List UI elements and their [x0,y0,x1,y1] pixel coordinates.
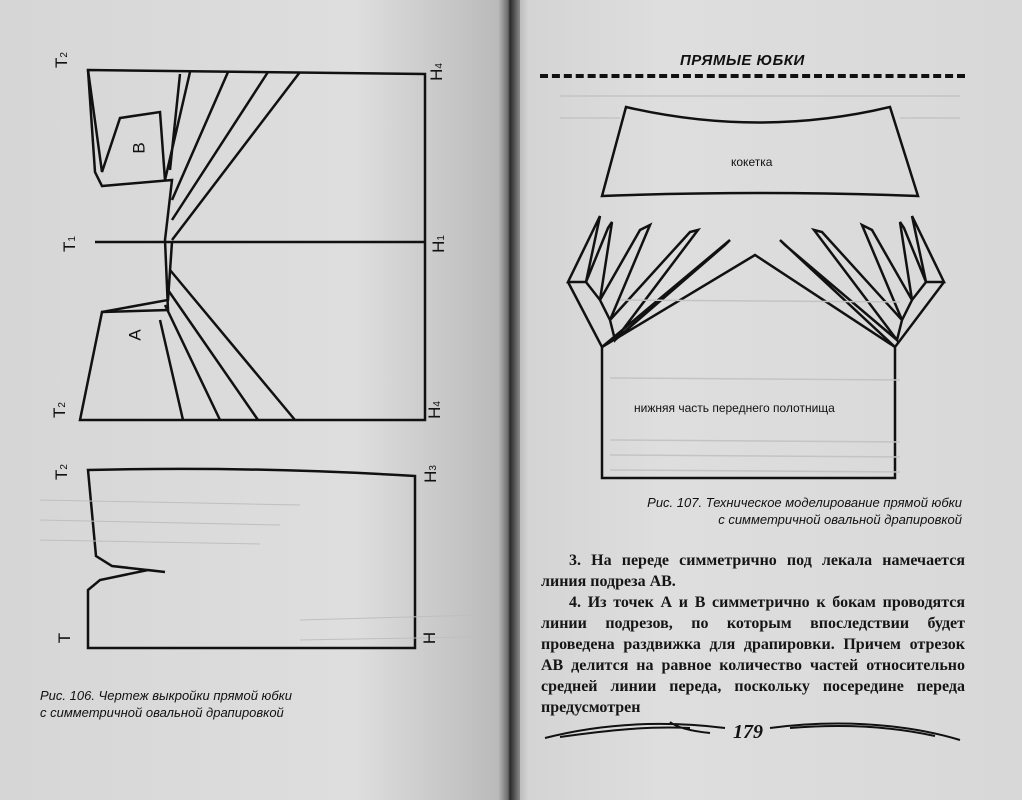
label-h4-top: H4 [426,63,446,81]
drape-lines-lower [160,270,295,420]
label-t2-bottom: T2 [49,402,69,418]
dart-a [102,242,172,312]
caption-107-line1: Рис. 107. Техническое моделирование прямой юбки [647,495,962,510]
label-point-a: A [125,329,145,341]
label-point-b: B [129,142,149,154]
paragraph-4: 4. Из точек А и В симметрично к бокам проводятся линии подрезов, по которым впоследствии будет проведена раздвижка для драпировки. Причем отрезок АВ делится на равное количество частей относительно средней линии переда, поскольку посередине переда предусмотрен [541,594,965,716]
header-dashed-rule [540,74,965,78]
label-t2-top: T2 [51,52,71,68]
label-h3: H3 [420,465,440,483]
caption-106-line2: с симметричной овальной драпировкой [40,705,284,720]
figure-107-caption [616,494,962,528]
label-t1: T1 [59,236,79,252]
lower-panel-label: нижняя часть переднего полотнища [634,401,835,415]
yoke-label: кокетка [731,155,773,169]
caption-107-line2: с симметричной овальной драпировкой [718,512,962,527]
caption-106-line1: Рис. 106. Чертеж выкройки прямой юбки [40,688,293,703]
yoke-piece-b [88,70,165,180]
paragraph-3: 3. На переде симметрично под лекала намечается линия подреза АВ. [541,552,965,590]
label-h: H [420,631,440,645]
label-h4-bottom: H4 [424,401,444,419]
back-panel-outline [88,469,415,648]
running-head: ПРЯМЫЕ ЮБКИ [680,52,805,69]
label-h1: H1 [428,235,448,253]
drape-lines-upper [165,72,300,240]
figure-106-caption [40,687,292,721]
label-t: T [55,632,75,644]
label-t2-back: T2 [51,464,71,480]
page-number: 179 [733,721,763,743]
